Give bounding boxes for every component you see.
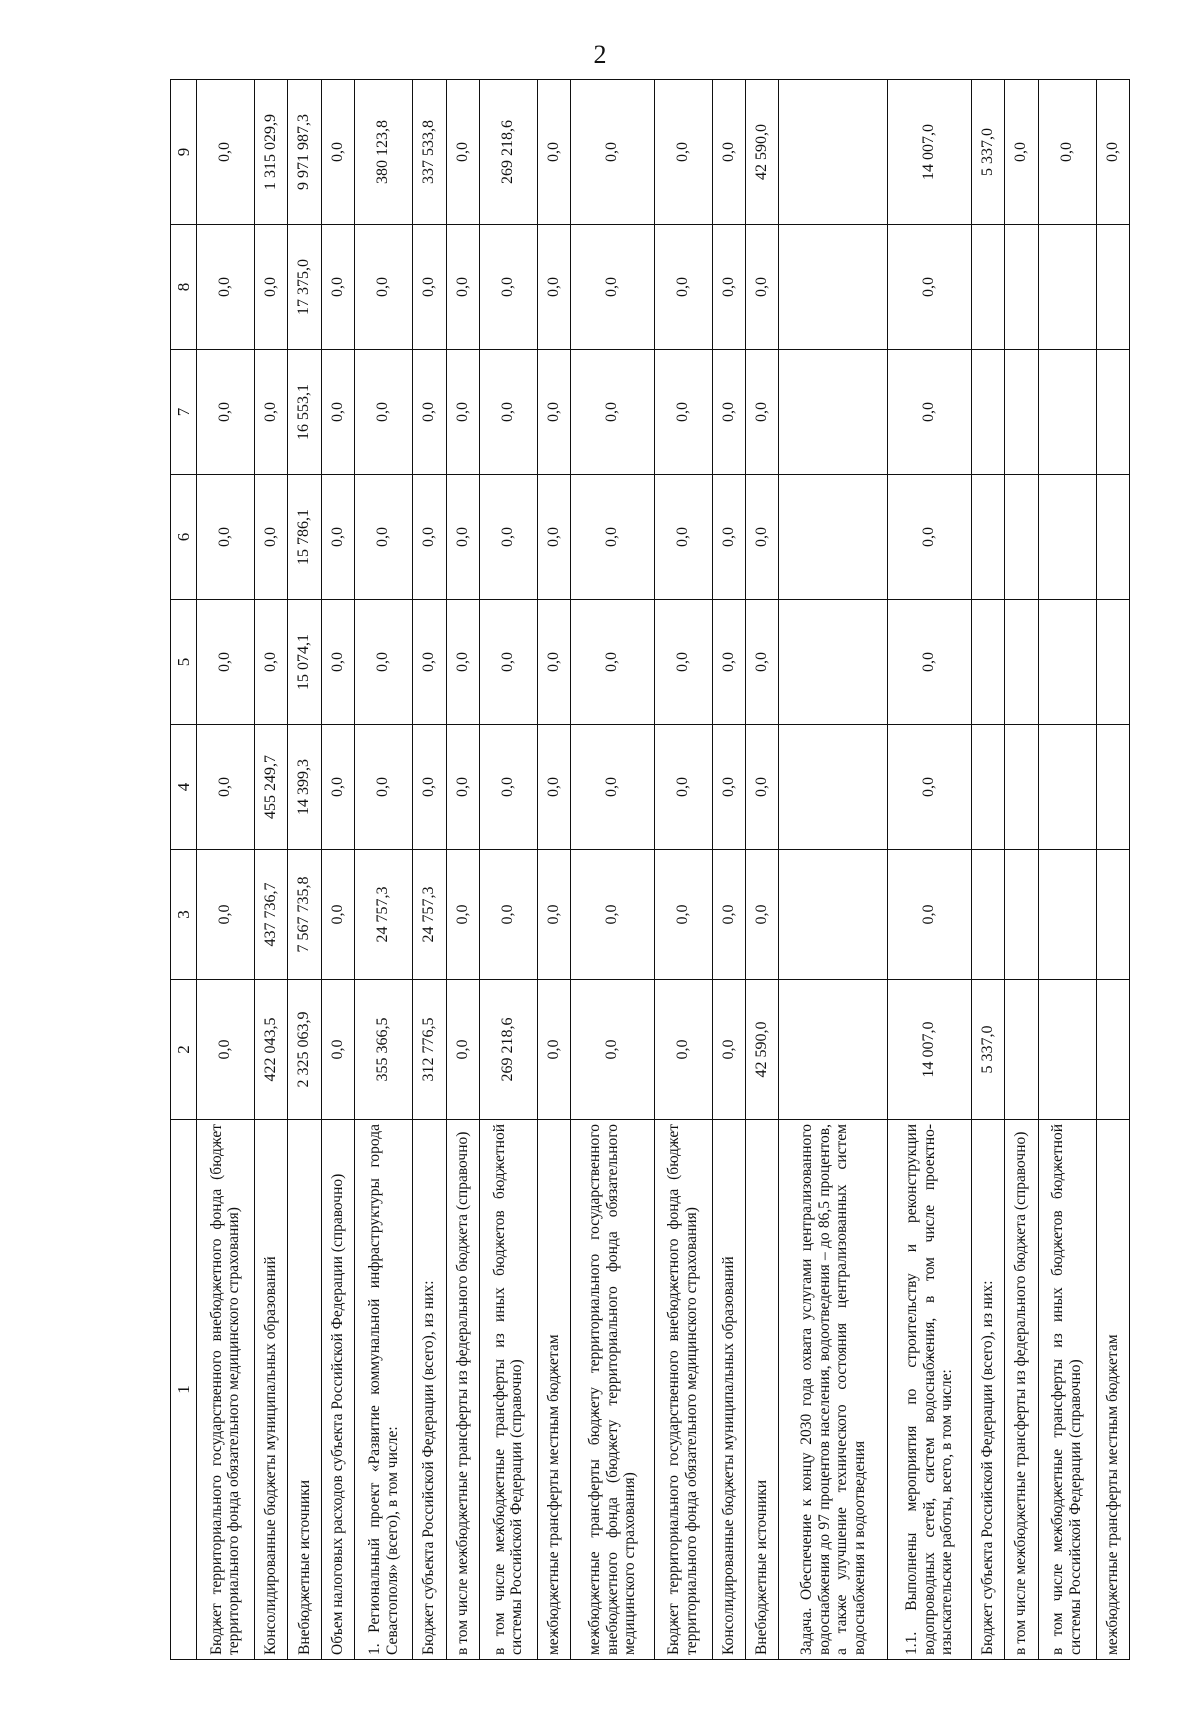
- row-value-col-3: [1096, 850, 1129, 980]
- row-value-col-9: 0,0: [446, 80, 479, 225]
- table-row: [746, 80, 779, 1660]
- row-label: Консолидированные бюджеты муниципальных образований: [712, 1120, 745, 1660]
- table-body: [197, 80, 1130, 1660]
- row-value-col-9: 0,0: [537, 80, 570, 225]
- row-value-col-9: 14 007,0: [888, 80, 971, 225]
- row-label: Бюджет субъекта Российской Федерации (всего), из них:: [971, 1120, 1004, 1660]
- table-row: [446, 80, 479, 1660]
- row-value-col-7: [971, 350, 1004, 475]
- row-value-col-6: [1038, 475, 1096, 600]
- row-value-col-5: 0,0: [321, 600, 354, 725]
- table-row: [321, 80, 354, 1660]
- row-value-col-8: 0,0: [197, 225, 255, 350]
- row-label: межбюджетные трансферты бюджету территориального государственного внебюджетного фонда (бюджету территориального фонда обязательного медицинского страхования): [571, 1120, 654, 1660]
- column-header: 9: [171, 80, 197, 225]
- row-value-col-7: 0,0: [571, 350, 654, 475]
- row-value-col-5: 0,0: [446, 600, 479, 725]
- row-label: Задача. Обеспечение к концу 2030 года охвата услугами централизованного водоснабжения до 97 процентов населения, водоотведения – до 86,5 процентов, а также улучшение технического состояния централизованных систем водоснабжения и водоотведения: [779, 1120, 888, 1660]
- row-value-col-9: 0,0: [1005, 80, 1038, 225]
- row-value-col-3: [1038, 850, 1096, 980]
- row-value-col-5: 0,0: [479, 600, 537, 725]
- table-row: [537, 80, 570, 1660]
- row-value-col-6: 0,0: [254, 475, 287, 600]
- row-value-col-9: 269 218,6: [479, 80, 537, 225]
- row-value-col-4: [1005, 725, 1038, 850]
- row-value-col-7: [1005, 350, 1038, 475]
- row-value-col-2: 355 366,5: [355, 980, 413, 1120]
- row-value-col-8: [1038, 225, 1096, 350]
- header-row: [171, 80, 197, 1660]
- row-value-col-2: 0,0: [537, 980, 570, 1120]
- row-label: в том числе межбюджетные трансферты из федерального бюджета (справочно): [446, 1120, 479, 1660]
- row-value-col-9: 0,0: [654, 80, 712, 225]
- table-row: [355, 80, 413, 1660]
- row-value-col-9: 0,0: [571, 80, 654, 225]
- row-value-col-7: 0,0: [446, 350, 479, 475]
- row-value-col-4: [1096, 725, 1129, 850]
- table-row: [888, 80, 971, 1660]
- row-value-col-9: 0,0: [1096, 80, 1129, 225]
- row-label: 1.1. Выполнены мероприятия по строительству и реконструкции водопроводных сетей, систем водоснабжения, в том числе проектно-изыскательские работы, всего, в том числе:: [888, 1120, 971, 1660]
- row-label: межбюджетные трансферты местным бюджетам: [537, 1120, 570, 1660]
- row-value-col-9: 9 971 987,3: [288, 80, 321, 225]
- row-value-col-3: 24 757,3: [413, 850, 446, 980]
- row-value-col-6: 0,0: [355, 475, 413, 600]
- row-value-col-9: 0,0: [1038, 80, 1096, 225]
- row-value-col-9: 337 533,8: [413, 80, 446, 225]
- column-header: 7: [171, 350, 197, 475]
- row-value-col-2: 0,0: [712, 980, 745, 1120]
- table-row: [479, 80, 537, 1660]
- row-value-col-8: 0,0: [254, 225, 287, 350]
- row-value-col-6: [1005, 475, 1038, 600]
- row-value-col-5: 0,0: [888, 600, 971, 725]
- table-row: [1096, 80, 1129, 1660]
- row-value-col-5: 0,0: [197, 600, 255, 725]
- row-value-col-8: 0,0: [654, 225, 712, 350]
- row-value-col-3: [971, 850, 1004, 980]
- row-value-col-2: [1038, 980, 1096, 1120]
- row-value-col-7: 0,0: [321, 350, 354, 475]
- row-value-col-2: [779, 980, 888, 1120]
- row-value-col-2: 0,0: [446, 980, 479, 1120]
- row-value-col-9: [779, 80, 888, 225]
- row-value-col-6: 0,0: [413, 475, 446, 600]
- row-value-col-4: 0,0: [537, 725, 570, 850]
- row-value-col-9: 0,0: [321, 80, 354, 225]
- row-value-col-2: [1096, 980, 1129, 1120]
- row-value-col-4: [1038, 725, 1096, 850]
- row-value-col-8: [1005, 225, 1038, 350]
- column-header: 1: [171, 1120, 197, 1660]
- row-value-col-4: 14 399,3: [288, 725, 321, 850]
- row-value-col-5: 0,0: [654, 600, 712, 725]
- table-row: [1038, 80, 1096, 1660]
- table-row: [288, 80, 321, 1660]
- row-label: 1. Региональный проект «Развитие коммунальной инфраструктуры города Севастополя» (всего), в том числе:: [355, 1120, 413, 1660]
- row-value-col-5: 0,0: [254, 600, 287, 725]
- table-row: [712, 80, 745, 1660]
- row-value-col-7: 0,0: [888, 350, 971, 475]
- row-value-col-8: 0,0: [446, 225, 479, 350]
- row-label: межбюджетные трансферты местным бюджетам: [1096, 1120, 1129, 1660]
- row-value-col-6: 0,0: [446, 475, 479, 600]
- row-value-col-6: 15 786,1: [288, 475, 321, 600]
- row-value-col-3: 7 567 735,8: [288, 850, 321, 980]
- row-value-col-8: 0,0: [479, 225, 537, 350]
- row-value-col-6: 0,0: [479, 475, 537, 600]
- row-value-col-3: 437 736,7: [254, 850, 287, 980]
- page-number: 2: [593, 40, 607, 69]
- row-value-col-6: 0,0: [197, 475, 255, 600]
- column-header: 6: [171, 475, 197, 600]
- row-value-col-2: 312 776,5: [413, 980, 446, 1120]
- row-value-col-6: 0,0: [537, 475, 570, 600]
- row-value-col-7: [1096, 350, 1129, 475]
- row-value-col-4: 0,0: [654, 725, 712, 850]
- row-value-col-9: 0,0: [712, 80, 745, 225]
- table-row: [779, 80, 888, 1660]
- row-value-col-3: 0,0: [479, 850, 537, 980]
- row-value-col-7: 0,0: [746, 350, 779, 475]
- row-label: в том числе межбюджетные трансферты из федерального бюджета (справочно): [1005, 1120, 1038, 1660]
- row-value-col-8: 0,0: [355, 225, 413, 350]
- row-label: Бюджет территориального государственного внебюджетного фонда (бюджет территориального фонда обязательного медицинского страхования): [197, 1120, 255, 1660]
- row-value-col-8: 0,0: [537, 225, 570, 350]
- row-value-col-4: 0,0: [746, 725, 779, 850]
- row-value-col-2: 2 325 063,9: [288, 980, 321, 1120]
- row-value-col-5: 0,0: [746, 600, 779, 725]
- row-value-col-5: 15 074,1: [288, 600, 321, 725]
- table-row: [197, 80, 255, 1660]
- row-value-col-7: [1038, 350, 1096, 475]
- row-label: в том числе межбюджетные трансферты из иных бюджетов бюджетной системы Российской Федерации (справочно): [479, 1120, 537, 1660]
- row-value-col-3: 0,0: [446, 850, 479, 980]
- row-value-col-8: 0,0: [888, 225, 971, 350]
- row-value-col-8: 0,0: [413, 225, 446, 350]
- column-header: 3: [171, 850, 197, 980]
- row-value-col-3: 0,0: [746, 850, 779, 980]
- row-value-col-8: 0,0: [321, 225, 354, 350]
- row-value-col-4: 0,0: [479, 725, 537, 850]
- row-value-col-2: [1005, 980, 1038, 1120]
- budget-table: [170, 79, 1130, 1660]
- row-value-col-8: [1096, 225, 1129, 350]
- row-label: Объем налоговых расходов субъекта Российской Федерации (справочно): [321, 1120, 354, 1660]
- row-value-col-5: 0,0: [712, 600, 745, 725]
- row-value-col-8: 0,0: [571, 225, 654, 350]
- row-value-col-2: 422 043,5: [254, 980, 287, 1120]
- row-value-col-2: 5 337,0: [971, 980, 1004, 1120]
- row-value-col-4: [971, 725, 1004, 850]
- table-row: [654, 80, 712, 1660]
- row-value-col-7: 0,0: [254, 350, 287, 475]
- row-value-col-5: [1096, 600, 1129, 725]
- row-label: Бюджет территориального государственного внебюджетного фонда (бюджет территориального фонда обязательного медицинского страхования): [654, 1120, 712, 1660]
- column-header: 4: [171, 725, 197, 850]
- row-value-col-3: 0,0: [888, 850, 971, 980]
- row-value-col-7: [779, 350, 888, 475]
- row-value-col-9: 5 337,0: [971, 80, 1004, 225]
- row-value-col-7: 0,0: [654, 350, 712, 475]
- row-value-col-4: 0,0: [197, 725, 255, 850]
- row-value-col-6: [971, 475, 1004, 600]
- row-value-col-8: [971, 225, 1004, 350]
- table-row: [971, 80, 1004, 1660]
- row-value-col-6: [779, 475, 888, 600]
- row-value-col-2: 14 007,0: [888, 980, 971, 1120]
- row-value-col-5: 0,0: [571, 600, 654, 725]
- row-value-col-8: [779, 225, 888, 350]
- row-value-col-6: 0,0: [571, 475, 654, 600]
- row-value-col-9: 1 315 029,9: [254, 80, 287, 225]
- row-value-col-3: 0,0: [571, 850, 654, 980]
- row-value-col-4: 455 249,7: [254, 725, 287, 850]
- column-header: 2: [171, 980, 197, 1120]
- table-row: [1005, 80, 1038, 1660]
- row-value-col-6: 0,0: [712, 475, 745, 600]
- row-value-col-2: 0,0: [654, 980, 712, 1120]
- row-value-col-5: [779, 600, 888, 725]
- row-value-col-8: 0,0: [712, 225, 745, 350]
- row-value-col-4: 0,0: [413, 725, 446, 850]
- row-value-col-8: 0,0: [746, 225, 779, 350]
- row-value-col-5: 0,0: [537, 600, 570, 725]
- row-value-col-4: 0,0: [571, 725, 654, 850]
- row-value-col-2: 0,0: [571, 980, 654, 1120]
- row-value-col-4: 0,0: [446, 725, 479, 850]
- row-value-col-9: 42 590,0: [746, 80, 779, 225]
- row-value-col-7: 0,0: [197, 350, 255, 475]
- row-value-col-2: 0,0: [321, 980, 354, 1120]
- row-value-col-5: [1038, 600, 1096, 725]
- row-value-col-4: 0,0: [712, 725, 745, 850]
- rotated-table-container: [170, 80, 1130, 1660]
- row-value-col-7: 0,0: [479, 350, 537, 475]
- row-value-col-7: 16 553,1: [288, 350, 321, 475]
- row-value-col-3: 0,0: [537, 850, 570, 980]
- row-value-col-7: 0,0: [537, 350, 570, 475]
- column-header: 8: [171, 225, 197, 350]
- row-value-col-6: 0,0: [746, 475, 779, 600]
- row-value-col-9: 380 123,8: [355, 80, 413, 225]
- row-value-col-6: 0,0: [654, 475, 712, 600]
- row-value-col-3: [779, 850, 888, 980]
- row-label: в том числе межбюджетные трансферты из иных бюджетов бюджетной системы Российской Федерации (справочно): [1038, 1120, 1096, 1660]
- row-label: Консолидированные бюджеты муниципальных образований: [254, 1120, 287, 1660]
- row-value-col-5: 0,0: [355, 600, 413, 725]
- row-value-col-3: 0,0: [321, 850, 354, 980]
- row-value-col-3: 24 757,3: [355, 850, 413, 980]
- row-value-col-3: 0,0: [654, 850, 712, 980]
- row-value-col-2: 269 218,6: [479, 980, 537, 1120]
- row-value-col-8: 17 375,0: [288, 225, 321, 350]
- row-value-col-3: [1005, 850, 1038, 980]
- row-value-col-7: 0,0: [355, 350, 413, 475]
- table-row: [413, 80, 446, 1660]
- row-value-col-4: [779, 725, 888, 850]
- table-row: [254, 80, 287, 1660]
- row-value-col-5: [1005, 600, 1038, 725]
- row-label: Бюджет субъекта Российской Федерации (всего), из них:: [413, 1120, 446, 1660]
- column-header: 5: [171, 600, 197, 725]
- row-value-col-4: 0,0: [321, 725, 354, 850]
- row-value-col-6: 0,0: [888, 475, 971, 600]
- row-value-col-7: 0,0: [712, 350, 745, 475]
- row-value-col-4: 0,0: [355, 725, 413, 850]
- row-label: Внебюджетные источники: [746, 1120, 779, 1660]
- row-value-col-2: 42 590,0: [746, 980, 779, 1120]
- row-value-col-5: [971, 600, 1004, 725]
- row-value-col-2: 0,0: [197, 980, 255, 1120]
- row-value-col-3: 0,0: [712, 850, 745, 980]
- row-value-col-3: 0,0: [197, 850, 255, 980]
- row-value-col-6: [1096, 475, 1129, 600]
- row-label: Внебюджетные источники: [288, 1120, 321, 1660]
- row-value-col-6: 0,0: [321, 475, 354, 600]
- row-value-col-7: 0,0: [413, 350, 446, 475]
- table-row: [571, 80, 654, 1660]
- row-value-col-5: 0,0: [413, 600, 446, 725]
- row-value-col-4: 0,0: [888, 725, 971, 850]
- row-value-col-9: 0,0: [197, 80, 255, 225]
